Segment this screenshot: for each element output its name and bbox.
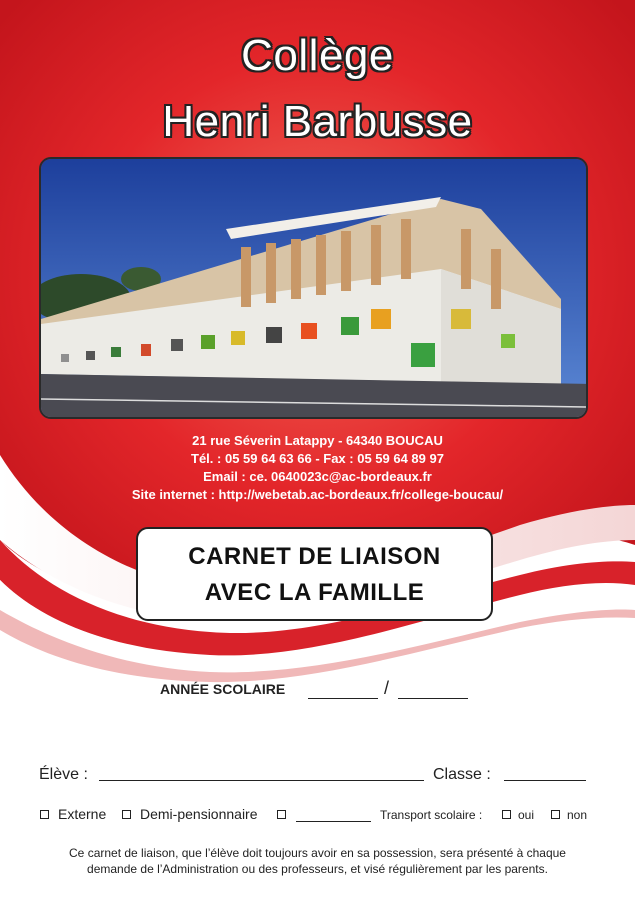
contact-email: Email : ce. 0640023c@ac-bordeaux.fr bbox=[203, 469, 432, 484]
externe-label: Externe bbox=[58, 806, 107, 822]
classe-label: Classe : bbox=[433, 766, 491, 783]
demi-pensionnaire-checkbox[interactable] bbox=[122, 810, 131, 819]
title-line-2: Henri Barbusse bbox=[162, 97, 473, 146]
carnet-title-line-1: CARNET DE LIAISON bbox=[188, 543, 441, 570]
annee-start-field[interactable] bbox=[308, 698, 378, 699]
annee-end-field[interactable] bbox=[398, 698, 468, 699]
transport-non-checkbox[interactable] bbox=[551, 810, 560, 819]
carnet-title-box bbox=[136, 527, 493, 621]
eleve-name-field[interactable] bbox=[99, 780, 424, 781]
school-building-photo bbox=[39, 157, 588, 419]
footer-note-line-1: Ce carnet de liaison, que l’élève doit toujours avoir en sa possession, sera présenté à chaque bbox=[69, 846, 566, 860]
building-illustration bbox=[41, 159, 588, 419]
classe-field[interactable] bbox=[504, 780, 586, 781]
transport-oui-label: oui bbox=[518, 808, 535, 822]
contact-phone: Tél. : 05 59 64 63 66 - Fax : 05 59 64 89 97 bbox=[191, 451, 444, 466]
contact-website: Site internet : http://webetab.ac-bordeaux.fr/college-boucau/ bbox=[131, 487, 504, 502]
transport-oui-checkbox[interactable] bbox=[502, 810, 511, 819]
transport-label: Transport scolaire : bbox=[380, 808, 483, 822]
title-line-1: Collège bbox=[241, 31, 394, 80]
contact-address: 21 rue Séverin Latappy - 64340 BOUCAU bbox=[192, 433, 443, 448]
annee-separator: / bbox=[384, 678, 390, 698]
transport-non-label: non bbox=[567, 808, 588, 822]
footer-note-line-2: demande de l’Administration ou des professeurs, et visé régulièrement par les parents. bbox=[87, 862, 548, 876]
other-regime-field[interactable] bbox=[296, 821, 371, 822]
demi-pensionnaire-label: Demi-pensionnaire bbox=[140, 806, 258, 822]
eleve-label: Élève : bbox=[39, 766, 88, 783]
carnet-title-line-2: AVEC LA FAMILLE bbox=[204, 579, 425, 606]
externe-checkbox[interactable] bbox=[40, 810, 49, 819]
annee-scolaire-label: ANNÉE SCOLAIRE bbox=[160, 681, 286, 697]
other-regime-checkbox[interactable] bbox=[277, 810, 286, 819]
